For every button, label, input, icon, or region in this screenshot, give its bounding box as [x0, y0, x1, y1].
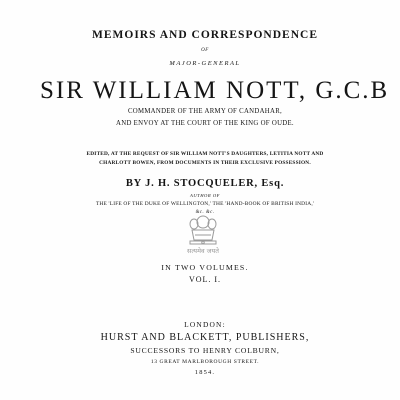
publication-city: LONDON:: [184, 320, 226, 329]
command-line-1: COMMANDER OF THE ARMY OF CANDAHAR,: [127, 108, 283, 115]
volumes-label: IN TWO VOLUMES.: [161, 263, 249, 272]
library-emblem-icon: [182, 213, 224, 257]
emblem-inscription: सत्यमेव जयते: [187, 247, 219, 255]
book-heading: MEMOIRS AND CORRESPONDENCE: [92, 29, 318, 41]
subject-name: SIR WILLIAM NOTT, G.C.B: [40, 77, 390, 104]
publisher-address: 13 GREAT MARLBOROUGH STREET.: [150, 359, 260, 365]
author-of-label: AUTHOR OF: [190, 193, 220, 198]
author-byline: BY J. H. STOCQUELER, Esq.: [125, 178, 285, 189]
volume-number: VOL. I.: [188, 275, 222, 284]
etc-label: &c. &c.: [195, 210, 215, 215]
publisher-name: HURST AND BLACKETT, PUBLISHERS,: [100, 332, 310, 343]
command-line-2: AND ENVOY AT THE COURT OF THE KING OF OUDE.: [116, 120, 294, 127]
edited-line-1: EDITED, AT THE REQUEST OF SIR WILLIAM NOTT'S DAUGHTERS, LETITIA NOTT AND: [86, 151, 324, 157]
rank-label: MAJOR-GENERAL: [169, 60, 241, 67]
publication-year: 1854.: [194, 369, 216, 376]
of-label: OF: [201, 48, 209, 53]
edited-line-2: CHARLOTT BOWEN, FROM DOCUMENTS IN THEIR EXCLUSIVE POSSESSION.: [99, 160, 311, 166]
publisher-successors: SUCCESSORS TO HENRY COLBURN,: [130, 346, 280, 355]
author-works: THE 'LIFE OF THE DUKE OF WELLINGTON,' THE 'HAND-BOOK OF BRITISH INDIA,': [95, 201, 315, 207]
